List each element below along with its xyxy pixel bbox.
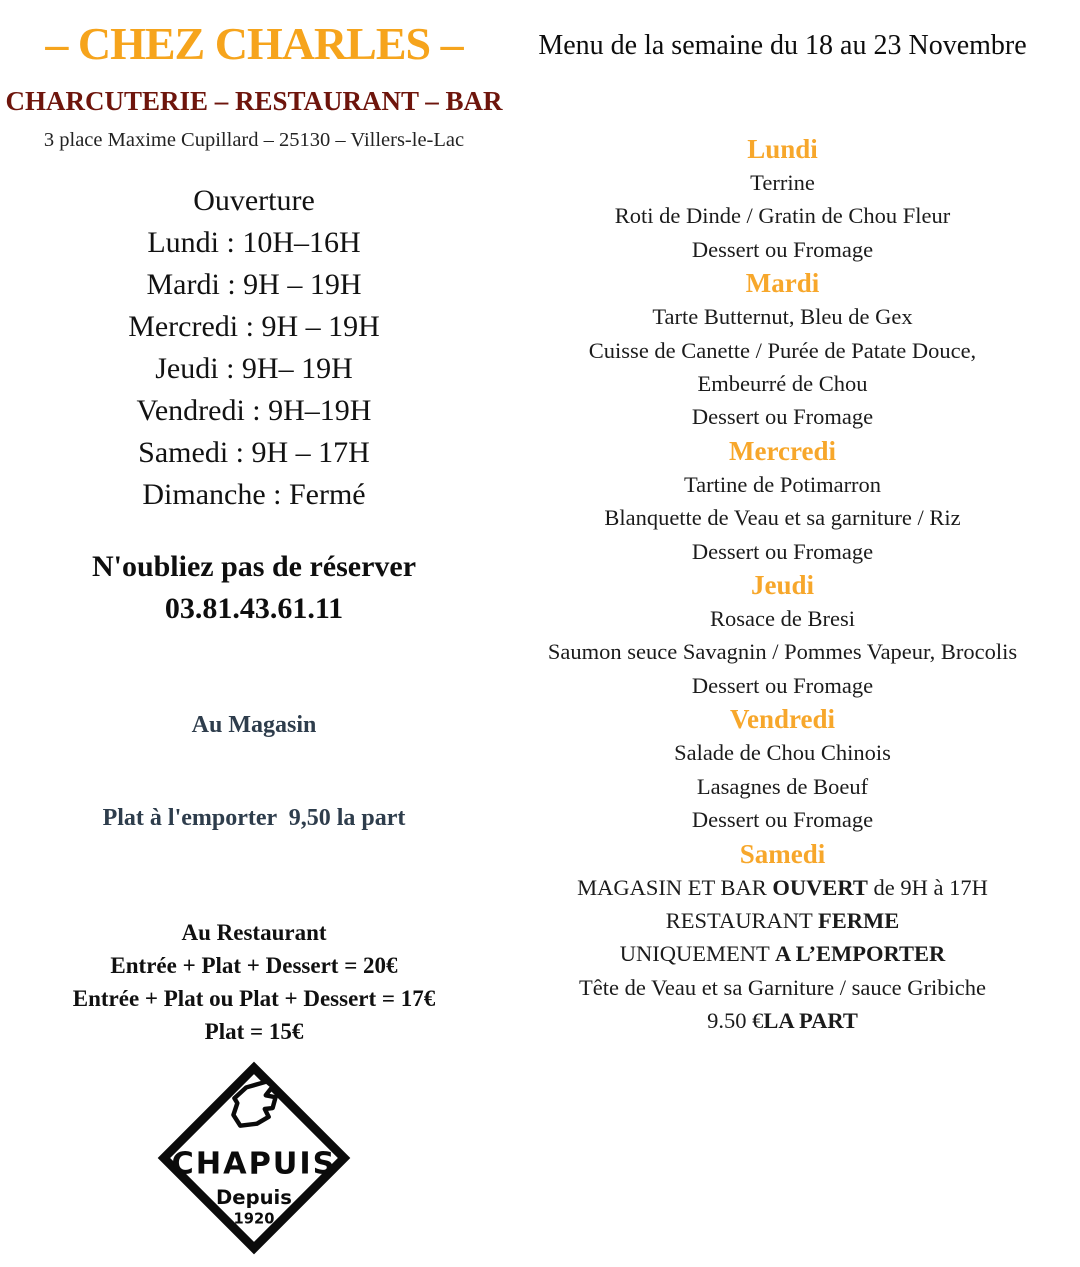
menu-item [505, 871, 1060, 904]
menu-item: Roti de Dinde / Gratin de Chou Fleur [614, 203, 951, 229]
logo-since-year: 1920 [233, 1210, 275, 1228]
menu-item: Tête de Veau et sa Garniture / sauce Gribiche [579, 974, 986, 1000]
menu-item: Blanquette de Veau et sa garniture / Riz [604, 505, 961, 531]
menu-item: Dessert ou Fromage [691, 672, 874, 698]
menu-item: Tartine de Potimarron [683, 471, 882, 497]
menu-week-heading: Menu de la semaine du 18 au 23 Novembre [538, 30, 1027, 61]
opening-hours-line: Dimanche : Fermé [142, 478, 366, 511]
brand-title: – CHEZ CHARLES – [45, 18, 463, 69]
opening-hours-line: Lundi : 10H–16H [147, 226, 361, 259]
restaurant-price-line: Plat = 15€ [204, 1019, 304, 1044]
chapuis-logo [0, 1054, 508, 1267]
menu-item: Cuisse de Canette / Purée de Patate Douce, [588, 337, 977, 363]
left-column [0, 0, 508, 1267]
menu-item: Rosace de Bresi [710, 606, 855, 632]
reservation-block [0, 546, 508, 630]
chapuis-logo-icon [156, 1054, 352, 1262]
menu-item-bold-segment: A L’EMPORTER [774, 941, 946, 967]
opening-hours-list [0, 222, 508, 516]
menu-item: Saumon seuce Savagnin / Pommes Vapeur, Brocolis [547, 639, 1018, 665]
reservation-text: N'oubliez pas de réserver [91, 550, 417, 583]
logo-name: CHAPUIS [171, 1146, 337, 1182]
right-column [505, 0, 1060, 1038]
menu-item: Dessert ou Fromage [691, 807, 874, 833]
opening-hours-line: Samedi : 9H – 17H [138, 436, 370, 469]
menu-item-segment: UNIQUEMENT [619, 941, 775, 967]
shop-takeaway-line: Plat à l'emporter 9,50 la part [102, 805, 406, 831]
logo-since-label: Depuis [216, 1186, 292, 1210]
restaurant-pricing-list [0, 949, 508, 1048]
menu-item-segment: RESTAURANT [665, 907, 818, 933]
menu-item: Lasagnes de Boeuf [696, 773, 869, 799]
menu-item-segment: de 9H à 17H [867, 874, 988, 900]
menu-item-bold-segment: FERME [817, 907, 900, 933]
menu-item [505, 904, 1060, 937]
brand-subtitle: CHARCUTERIE – RESTAURANT – BAR [5, 86, 503, 116]
opening-hours-line: Jeudi : 9H– 19H [155, 352, 353, 385]
day-header: Vendredi [729, 704, 836, 735]
restaurant-price-line: Entrée + Plat + Dessert = 20€ [110, 953, 398, 978]
menu-item: Embeurré de Chou [697, 371, 868, 397]
day-header: Jeudi [750, 570, 815, 601]
day-header: Samedi [739, 838, 826, 869]
weekly-menu-list [505, 132, 1060, 1038]
opening-hours-line: Vendredi : 9H–19H [136, 394, 372, 427]
menu-item: Dessert ou Fromage [691, 404, 874, 430]
phone-number: 03.81.43.61.11 [164, 592, 344, 625]
menu-item-bold-segment: LA PART [763, 1008, 858, 1034]
menu-item-segment: MAGASIN ET BAR [577, 874, 773, 900]
menu-item: Salade de Chou Chinois [674, 740, 891, 766]
opening-hours-line: Mardi : 9H – 19H [146, 268, 362, 301]
menu-item: Terrine [750, 170, 815, 195]
opening-hours-title: Ouverture [193, 184, 315, 217]
day-header: Mercredi [729, 435, 836, 466]
menu-item: Dessert ou Fromage [691, 538, 874, 564]
address-line: 3 place Maxime Cupillard – 25130 – Villers-le-Lac [43, 129, 465, 151]
restaurant-pricing-block [0, 916, 508, 1048]
menu-item [505, 1004, 1060, 1037]
opening-hours [0, 180, 508, 516]
restaurant-price-line: Entrée + Plat ou Plat + Dessert = 17€ [72, 986, 436, 1011]
menu-item: Dessert ou Fromage [691, 236, 874, 262]
menu-item-bold-segment: OUVERT [772, 874, 868, 900]
menu-item-segment: 9.50 € [707, 1008, 764, 1034]
menu-item: Tarte Butternut, Bleu de Gex [652, 304, 913, 330]
opening-hours-line: Mercredi : 9H – 19H [128, 310, 380, 343]
day-header: Mardi [745, 268, 820, 299]
restaurant-title: Au Restaurant [181, 920, 327, 945]
day-header: Lundi [747, 134, 818, 164]
shop-block [0, 648, 508, 896]
shop-title: Au Magasin [191, 712, 317, 738]
menu-item [505, 937, 1060, 970]
